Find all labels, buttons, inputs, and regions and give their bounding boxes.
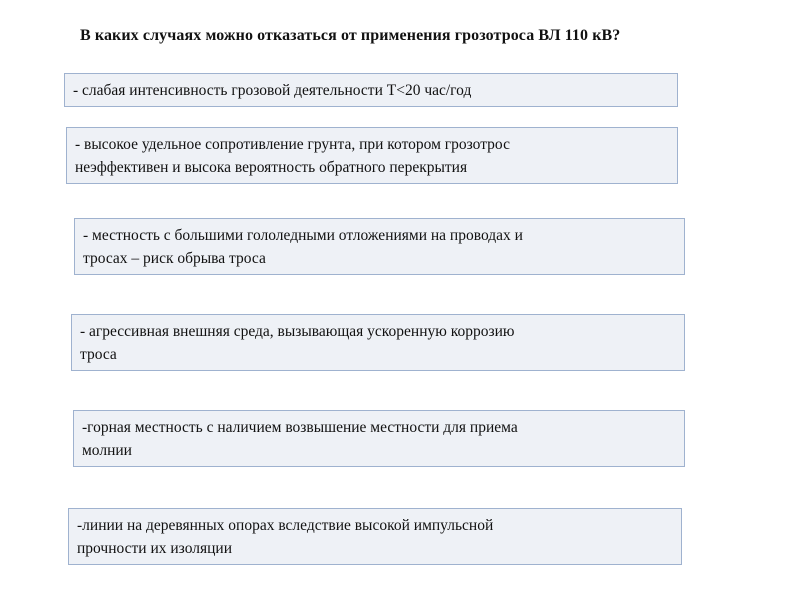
condition-text-line: - местность с большими гололедными отложениями на проводах и (83, 227, 523, 244)
condition-text-line: -линии на деревянных опорах вследствие высокой импульсной (77, 517, 494, 534)
condition-box-2 (66, 127, 678, 184)
slide-title: В каких случаях можно отказаться от применения грозотроса ВЛ 110 кВ? (80, 27, 621, 44)
condition-text-line: прочности их изоляции (77, 540, 232, 557)
condition-box-1 (64, 73, 678, 107)
condition-text-line: - слабая интенсивность грозовой деятельности Т<20 час/год (73, 82, 472, 99)
condition-text-line: троса (80, 346, 117, 363)
condition-box-3 (74, 218, 685, 275)
condition-text-line: - высокое удельное сопротивление грунта, при котором грозотрос (75, 136, 510, 153)
condition-text-line: неэффективен и высока вероятность обратного перекрытия (75, 159, 468, 176)
condition-text-line: -горная местность с наличием возвышение местности для приема (82, 419, 518, 436)
condition-box-6 (68, 508, 682, 565)
condition-text-line: тросах – риск обрыва троса (83, 250, 266, 267)
condition-text-line: молнии (82, 442, 132, 459)
condition-text-line: - агрессивная внешняя среда, вызывающая ускоренную коррозию (80, 323, 515, 340)
condition-box-5 (73, 410, 685, 467)
condition-box-4 (71, 314, 685, 371)
